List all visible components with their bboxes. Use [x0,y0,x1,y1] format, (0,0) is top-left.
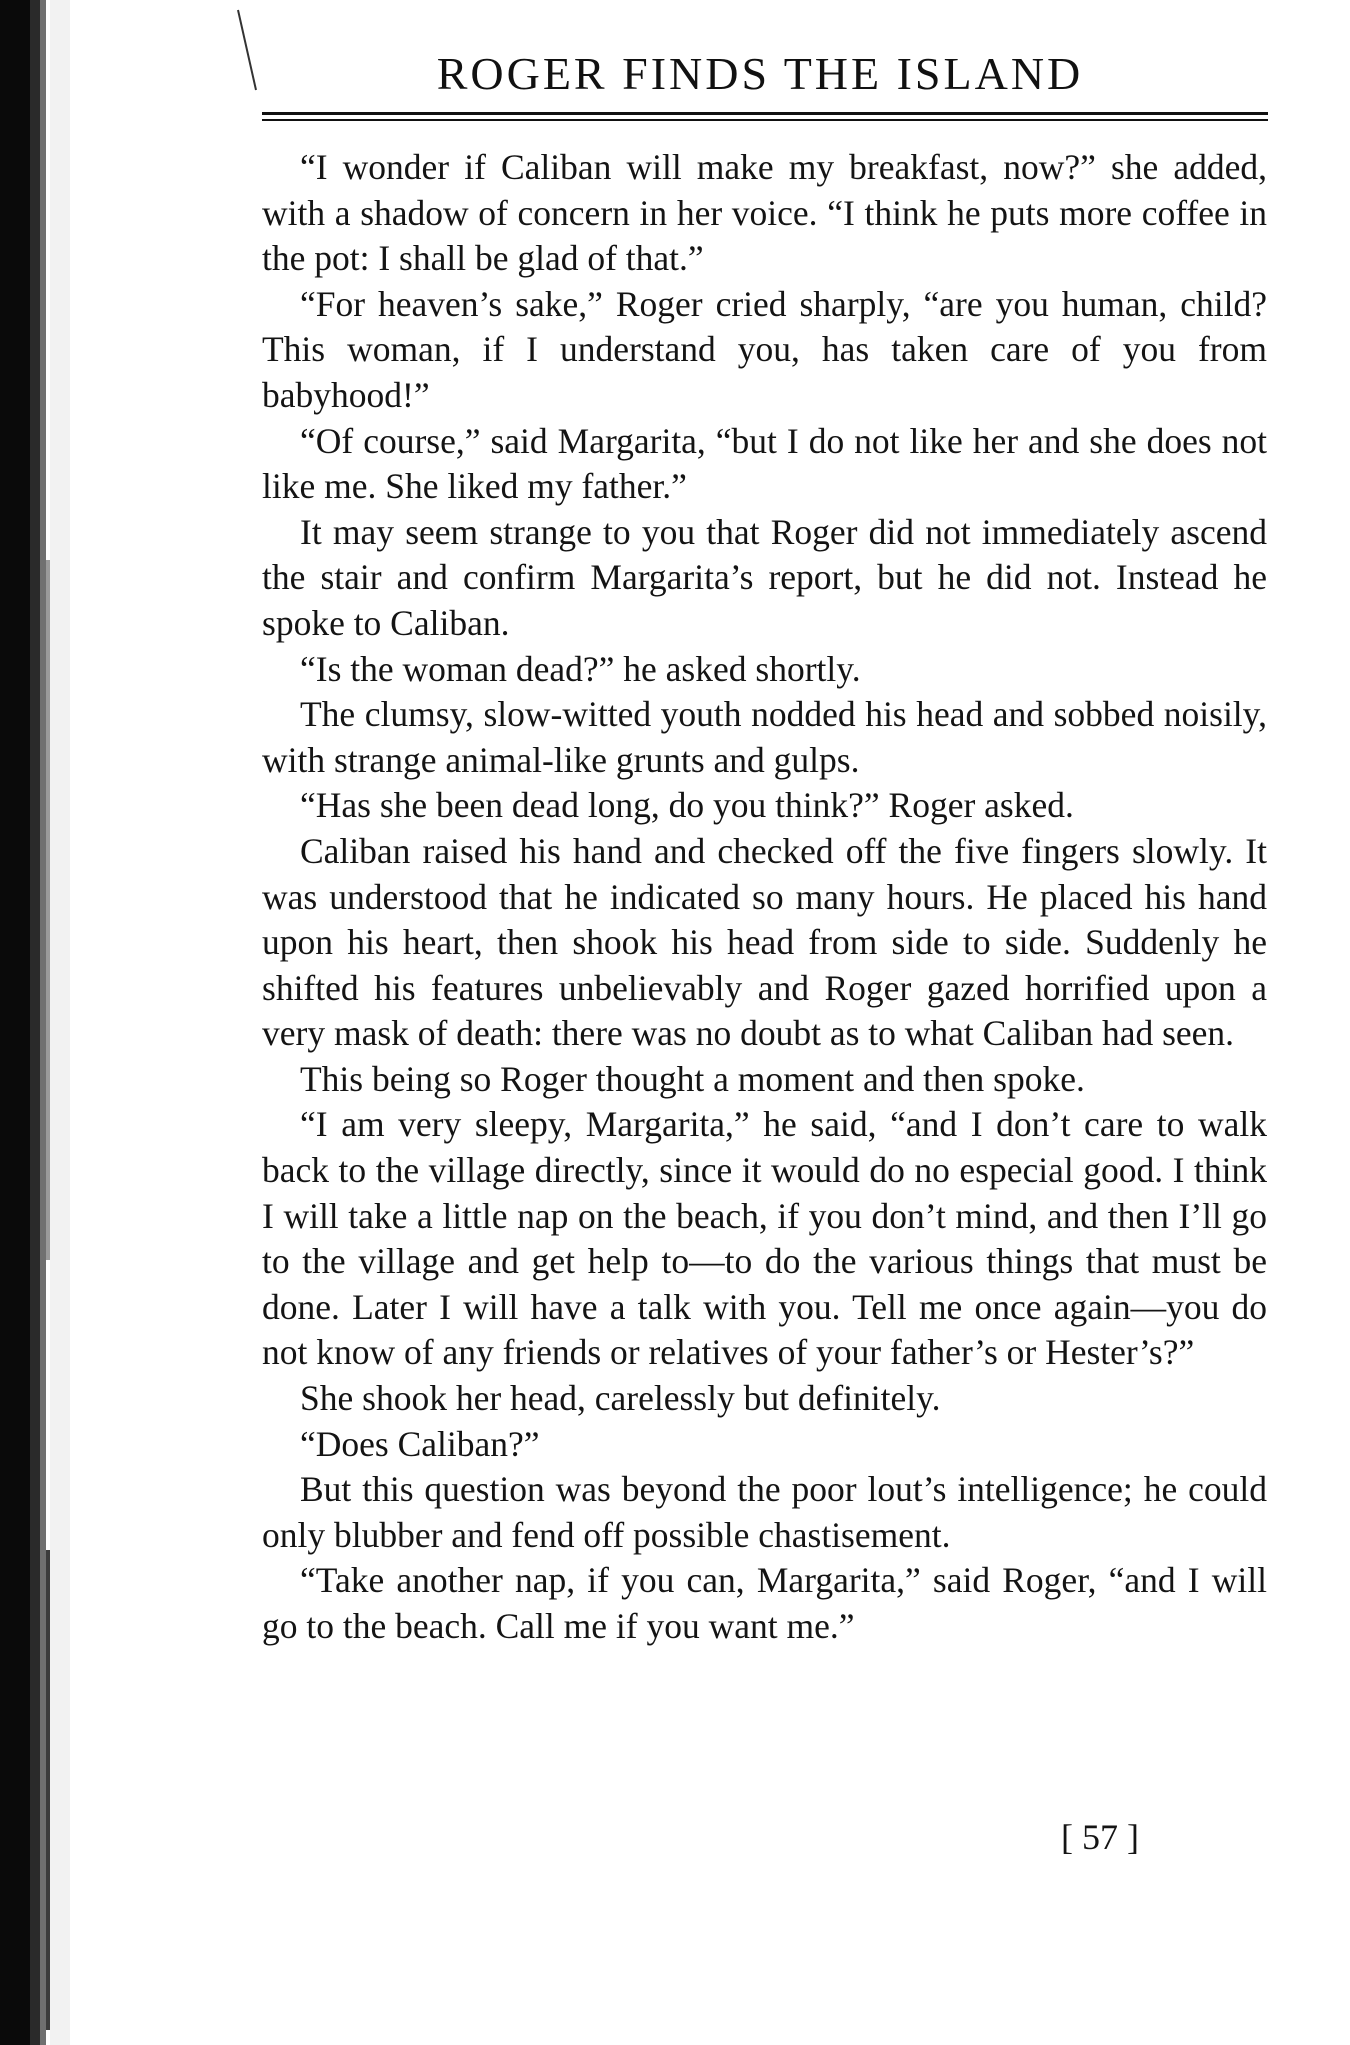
header-rule [262,119,1268,121]
paragraph: It may seem strange to you that Roger did not immediately ascend the stair and confirm Margarita’s report, but he did not. Instead he spoke to Caliban. [262,511,1267,643]
body-text [262,145,1267,1650]
paragraph: “I wonder if Caliban will make my breakfast, now?” she added, with a shadow of concern in her voice. “I think he puts more coffee in the pot: I shall be glad of that.” [262,147,1267,279]
paragraph: This being so Roger thought a moment and then spoke. [300,1058,1085,1099]
header-rule [262,112,1268,115]
page-number: [ 57 ] [1061,1817,1139,1857]
paragraph: “For heaven’s sake,” Roger cried sharply, “are you human, child? This woman, if I understand you, has taken care of you from babyhood!” [262,283,1267,415]
paragraph: “Take another nap, if you can, Margarita,” said Roger, “and I will go to the beach. Call me if you want me.” [262,1560,1267,1646]
paragraph: She shook her head, carelessly but definitely. [300,1378,941,1419]
paragraph: “Has she been dead long, do you think?” Roger asked. [300,785,1074,826]
paragraph: “Does Caliban?” [300,1423,540,1464]
paragraph: “Is the woman dead?” he asked shortly. [300,648,861,689]
paragraph: “I am very sleepy, Margarita,” he said, “and I don’t care to walk back to the village directly, since it would do no especial good. I think I will take a little nap on the beach, if you don’t mind, and then I’ll go to the village and get help to—to do the various things that must be done. Later I will have a talk with you. Tell me once again—you do not know of any friends or relatives of your father’s or Hester’s?” [262,1104,1267,1373]
binding-shadow [0,0,70,2045]
paragraph: But this question was beyond the poor lout’s intelligence; he could only blubber and fend off possible chastisement. [262,1469,1267,1555]
paragraph: Caliban raised his hand and checked off the five fingers slowly. It was understood that he indicated so many hours. He placed his hand upon his heart, then shook his head from side to side. Suddenly he shifted his features unbelievably and Roger gazed horrified upon a very mask of death: there was no doubt as to what Caliban had seen. [262,830,1267,1054]
paragraph: The clumsy, slow-witted youth nodded his head and sobbed noisily, with strange animal-like grunts and gulps. [262,694,1267,780]
running-head: ROGER FINDS THE ISLAND [436,48,1084,99]
paragraph: “Of course,” said Margarita, “but I do not like her and she does not like me. She liked my father.” [262,420,1267,507]
